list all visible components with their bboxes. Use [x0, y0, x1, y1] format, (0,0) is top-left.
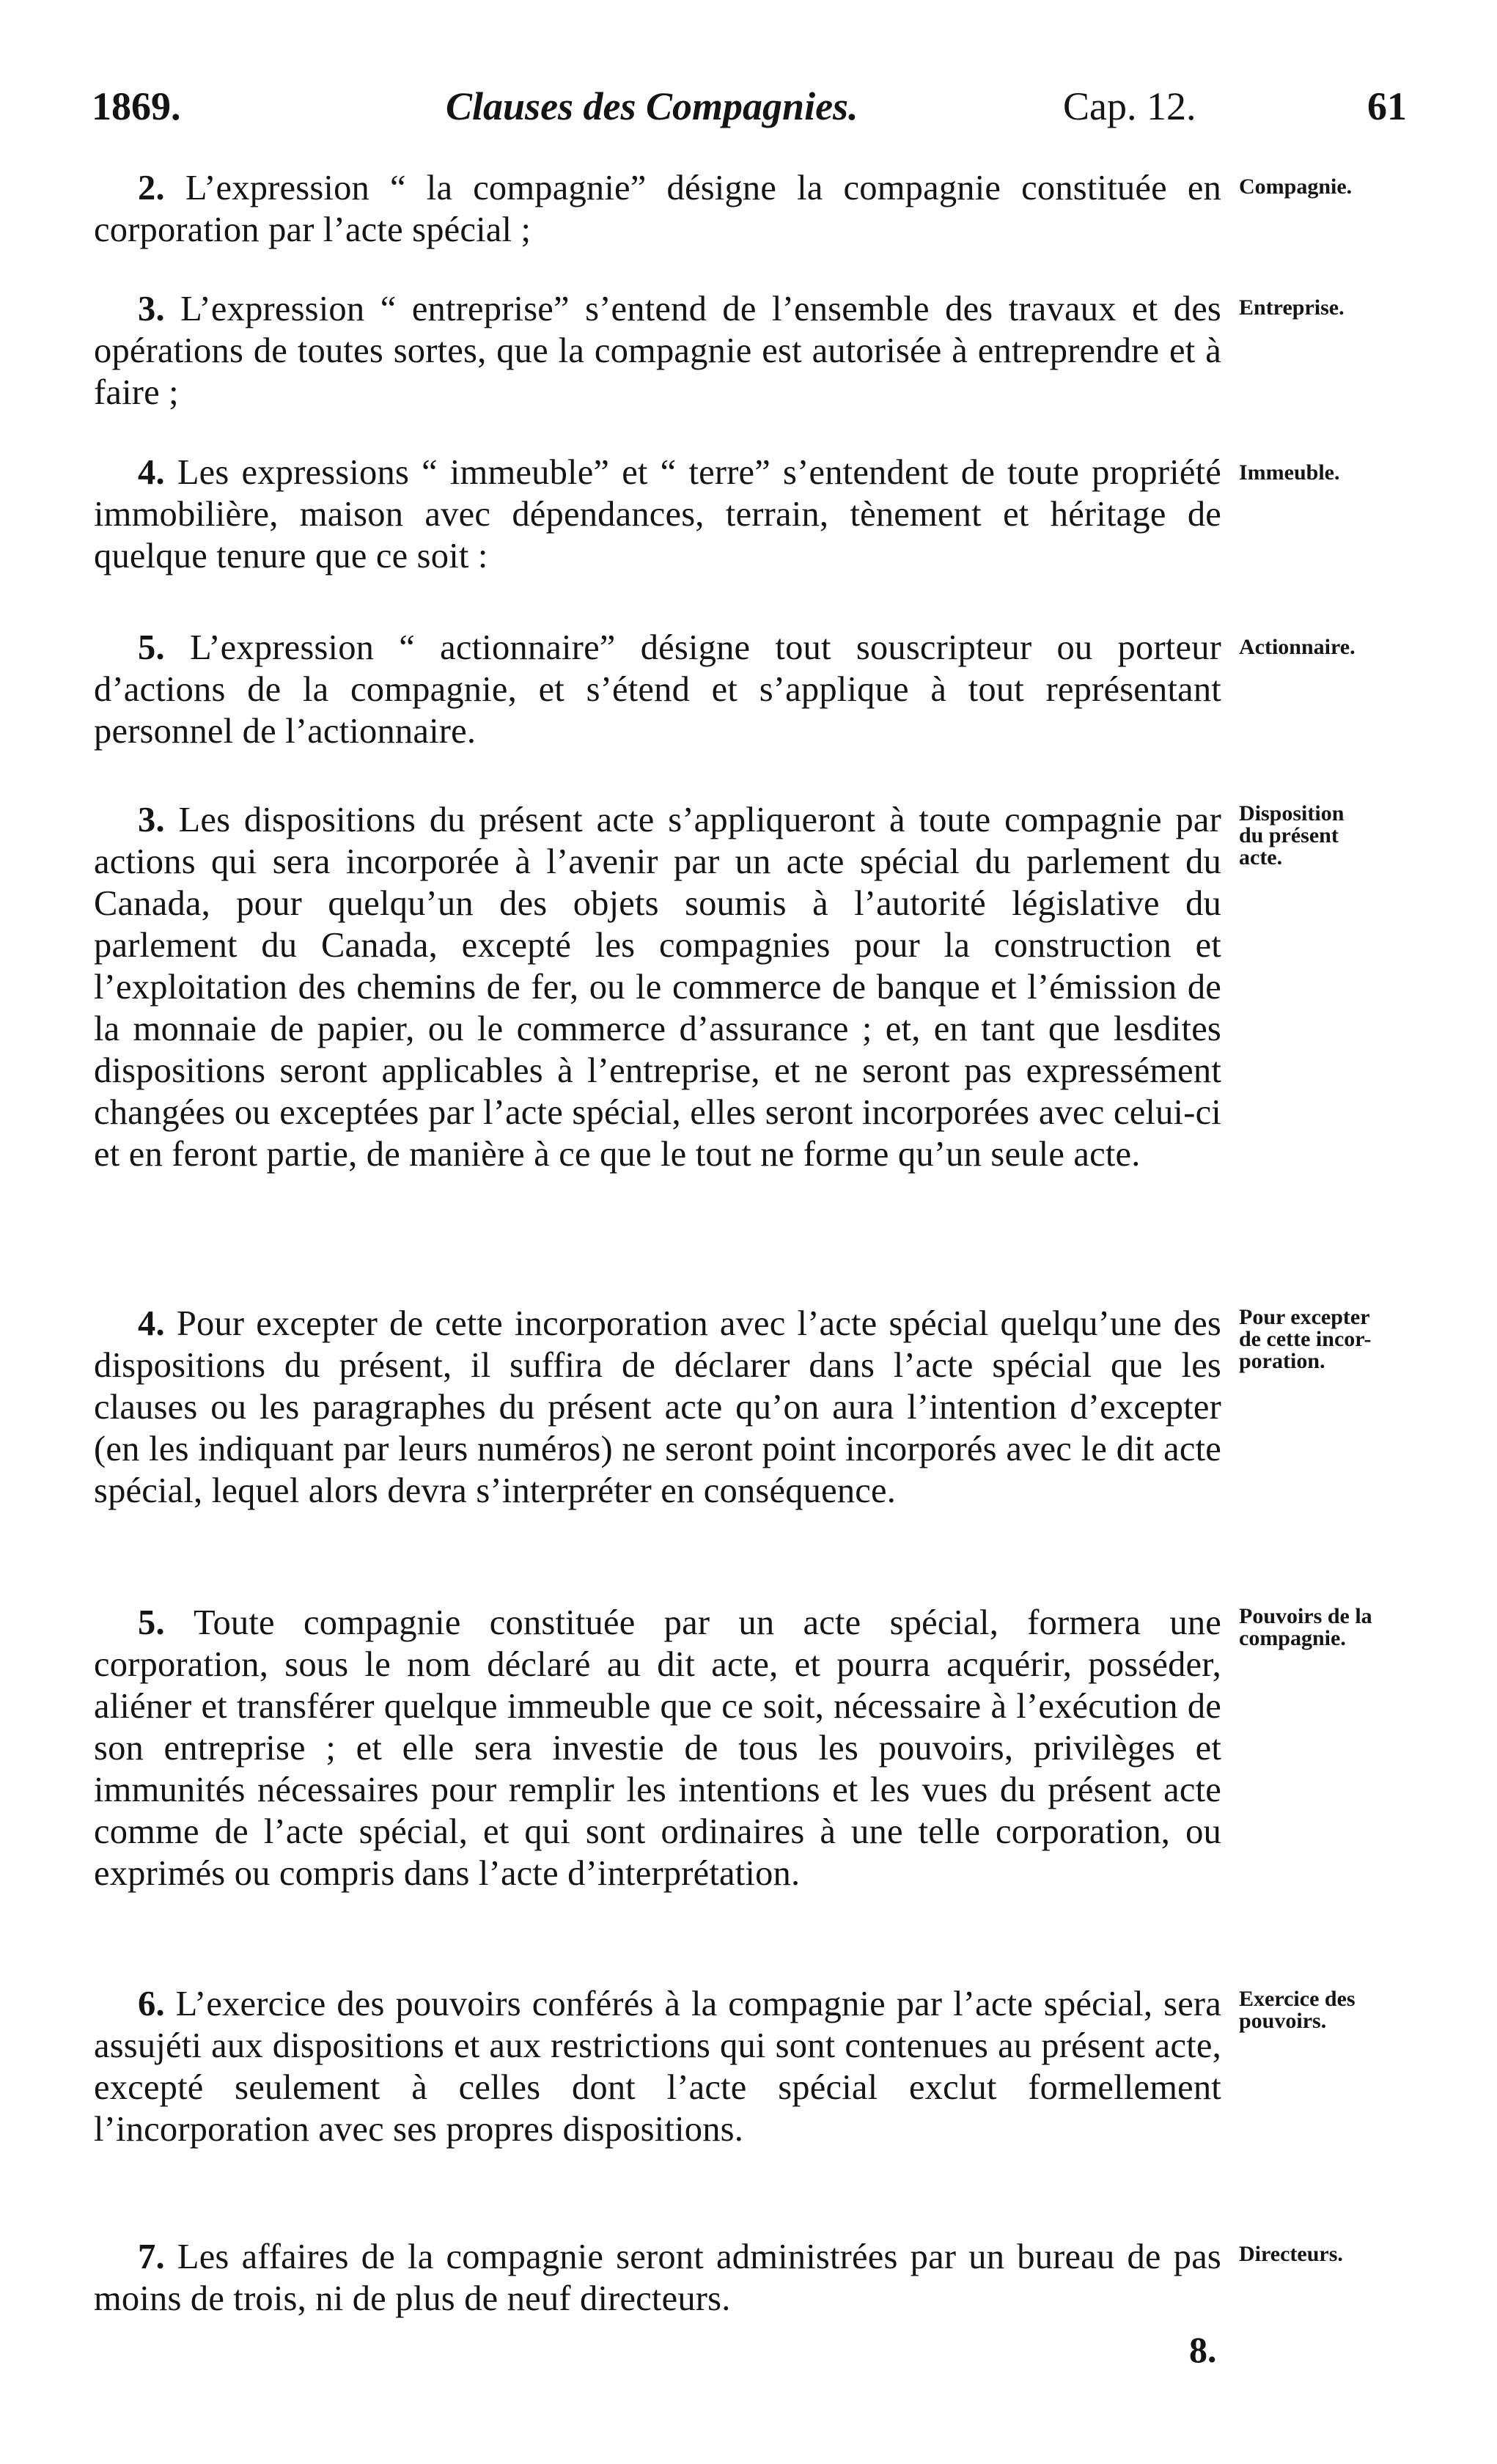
header-title: Clauses des Compagnies. [446, 84, 858, 128]
paragraph-2 [94, 167, 1221, 251]
margin-note-immeuble: Immeuble. [1239, 460, 1340, 485]
paragraph-text: Toute compagnie constituée par un acte spécial, formera une corporation, sous le nom déclaré au dit acte, et pourra acquérir, posséder, aliéner et transférer quelque immeuble que ce soit, nécessaire à l’exécution de son entreprise ; et elle sera investie de tous les pouvoirs, privilèges et immunités nécessaires pour remplir les intentions et les vues du présent acte comme de l’acte spécial, et qui sont ordinaires à une telle corporation, ou exprimés ou compris dans l’acte d’interprétation. [94, 1603, 1221, 1893]
paragraph-number: 6. [138, 1985, 165, 2023]
header-page-number: 61 [1367, 84, 1407, 128]
paragraph-number: 5. [138, 628, 165, 667]
running-header [0, 81, 1497, 132]
header-year: 1869. [92, 84, 181, 128]
paragraph-number: 4. [138, 1304, 165, 1343]
paragraph-number: 3. [138, 290, 165, 328]
paragraph-3 [94, 288, 1221, 413]
paragraph-5 [94, 627, 1221, 752]
paragraph-number: 2. [138, 169, 165, 207]
margin-note-compagnie: Compagnie. [1239, 174, 1353, 199]
margin-note-pouvoirs: Pouvoirs de la compagnie. [1239, 1604, 1372, 1650]
catchword: 8. [1189, 2329, 1217, 2370]
paragraph-exercice [94, 1983, 1221, 2150]
margin-note-entreprise: Entreprise. [1239, 295, 1345, 320]
paragraph-text: Pour excepter de cette incorporation avec l’acte spécial quelqu’une des dispositions du présent, il suffira de déclarer dans l’acte spécial que les clauses ou les paragraphes du présent acte qu’on aura l’intention d’excepter (en les indiquant par leurs numéros) ne seront point incorporés avec le dit acte spécial, lequel alors devra s’interpréter en conséquence. [94, 1304, 1222, 1510]
margin-note-actionnaire: Actionnaire. [1239, 635, 1356, 659]
paragraph-text: L’expression “ actionnaire” désigne tout souscripteur ou porteur d’actions de la compagnie, et s’étend et s’applique à tout représentant personnel de l’actionnaire. [94, 628, 1221, 751]
paragraph-4 [94, 452, 1221, 577]
margin-note-exercice: Exercice des pouvoirs. [1239, 1987, 1356, 2033]
paragraph-pouvoirs [94, 1602, 1221, 1894]
margin-note-directeurs: Directeurs. [1239, 2242, 1343, 2266]
paragraph-number: 5. [138, 1603, 165, 1642]
margin-note-excepter: Pour excepter de cette incor- poration. [1239, 1305, 1372, 1373]
paragraph-disposition [94, 799, 1221, 1175]
paragraph-excepter [94, 1303, 1221, 1512]
paragraph-number: 7. [138, 2237, 165, 2276]
paragraph-text: L’exercice des pouvoirs conférés à la compagnie par l’acte spécial, sera assujéti aux dispositions et aux restrictions qui sont contenues au présent acte, excepté seulement à celles dont l’acte spécial exclut formellement l’incorporation avec ses propres dispositions. [94, 1985, 1221, 2149]
paragraph-text: Les affaires de la compagnie seront administrées par un bureau de pas moins de trois, ni de plus de neuf directeurs. [94, 2237, 1221, 2318]
paragraph-text: Les expressions “ immeuble” et “ terre” s’entendent de toute propriété immobilière, maison avec dépendances, terrain, tènement et héritage de quelque tenure que ce soit : [94, 453, 1221, 575]
paragraph-number: 3. [138, 801, 165, 839]
paragraph-text: Les dispositions du présent acte s’appliqueront à toute compagnie par actions qui sera incorporée à l’avenir par un acte spécial du parlement du Canada, pour quelqu’un des objets soumis à l’autorité législative du parlement du Canada, excepté les compagnies pour la construction et l’exploitation des chemins de fer, ou le commerce de banque et l’émission de la monnaie de papier, ou le commerce d’assurance ; et, en tant que lesdites dispositions seront applicables à l’entreprise, et ne seront pas expressément changées ou exceptées par l’acte spécial, elles seront incorporées avec celui-ci et en feront partie, de manière à ce que le tout ne forme qu’un seule acte. [94, 801, 1221, 1174]
paragraph-directeurs [94, 2236, 1221, 2320]
paragraph-text: L’expression “ la compagnie” désigne la compagnie constituée en corporation par l’acte spécial ; [94, 169, 1222, 249]
margin-note-disposition: Disposition du présent acte. [1239, 801, 1345, 869]
paragraph-text: L’expression “ entreprise” s’entend de l’ensemble des travaux et des opérations de toutes sortes, que la compagnie est autorisée à entreprendre et à faire ; [94, 290, 1222, 412]
header-chapter: Cap. 12. [1063, 84, 1196, 128]
paragraph-number: 4. [138, 453, 165, 492]
